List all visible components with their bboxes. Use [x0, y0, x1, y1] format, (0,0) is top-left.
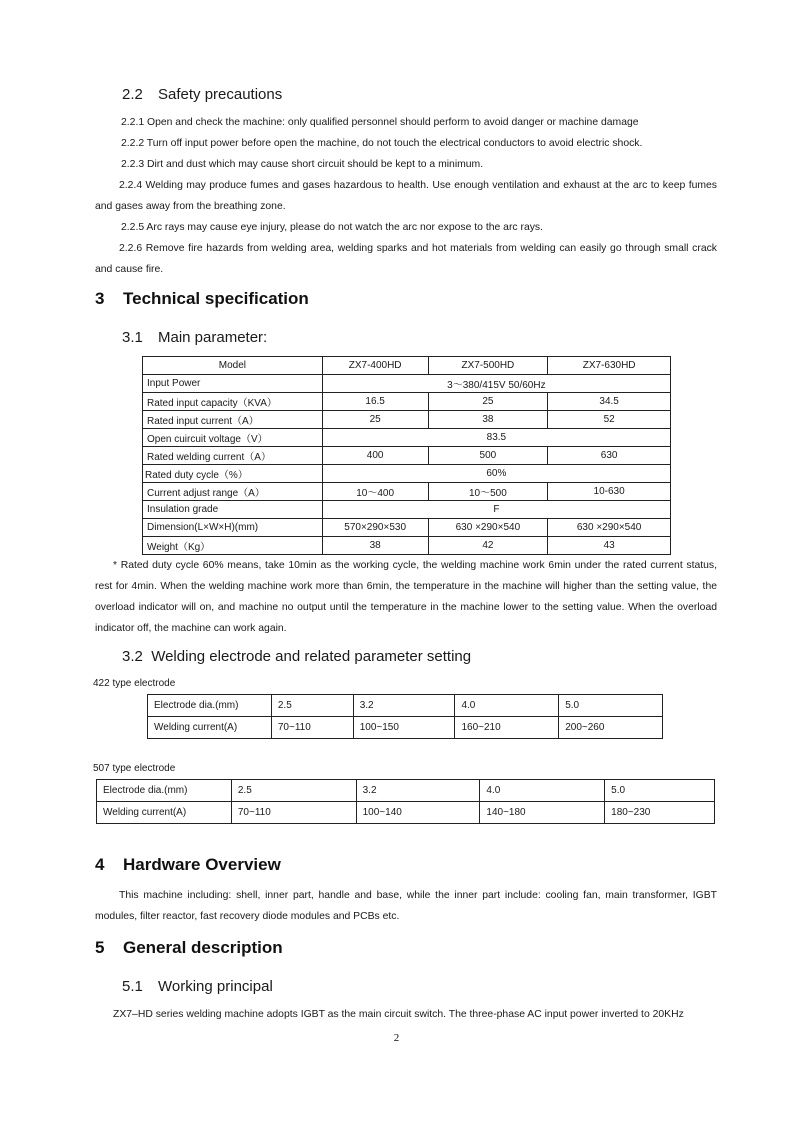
heading-number: 4: [95, 855, 105, 874]
cell: 16.5: [322, 393, 428, 411]
cell: 500: [428, 447, 548, 465]
header-cell: ZX7-400HD: [322, 357, 428, 375]
cell: 630 ×290×540: [428, 519, 548, 537]
cell: 38: [322, 537, 428, 555]
cell: 70~110: [231, 802, 356, 824]
table-caption-422: 422 type electrode: [93, 678, 176, 689]
cell: 4.0: [480, 780, 605, 802]
cell: 140~180: [480, 802, 605, 824]
heading-title: Main parameter:: [158, 329, 268, 346]
row-label: Open cuircuit voltage（V）: [143, 429, 323, 447]
electrode-507-table: [96, 779, 715, 824]
header-cell: Model: [143, 357, 323, 375]
row-label: Electrode dia.(mm): [148, 695, 272, 717]
cell: 400: [322, 447, 428, 465]
page-number: 2: [393, 1032, 400, 1044]
heading-number: 3.2: [122, 648, 143, 665]
table-row: [143, 375, 671, 393]
table-row: [148, 717, 663, 739]
table-row: [143, 393, 671, 411]
heading-title: Technical specification: [123, 289, 309, 308]
heading-title: Hardware Overview: [123, 855, 281, 874]
table-caption-507: 507 type electrode: [93, 763, 176, 774]
table-row: [143, 537, 671, 555]
safety-item-6: 2.2.6 Remove fire hazards from welding area, welding sparks and hot materials from welding can easily go through small crack and cause fire.: [95, 243, 717, 275]
merged-cell: 83.5: [322, 429, 670, 447]
safety-item-1: 2.2.1 Open and check the machine: only qualified personnel should perform to avoid danger or machine damage: [121, 117, 639, 128]
heading-number: 3: [95, 289, 105, 308]
main-parameter-table: [142, 356, 671, 555]
cell: 25: [428, 393, 548, 411]
heading-5-1: [122, 978, 273, 995]
table-row: [148, 695, 663, 717]
merged-cell: F: [322, 501, 670, 519]
cell: 52: [548, 411, 671, 429]
cell: 42: [428, 537, 548, 555]
heading-5: [95, 938, 283, 958]
cell: 70~110: [271, 717, 353, 739]
cell: 100~140: [356, 802, 480, 824]
heading-4: [95, 855, 281, 875]
cell: 2.5: [271, 695, 353, 717]
table-row: [143, 411, 671, 429]
heading-number: 5: [95, 938, 105, 957]
row-label: Rated input current（A）: [143, 411, 323, 429]
safety-item-3: 2.2.3 Dirt and dust which may cause short circuit should be kept to a minimum.: [121, 159, 484, 170]
row-label: Input Power: [143, 375, 323, 393]
hardware-overview-text: This machine including: shell, inner part, handle and base, while the inner part include: cooling fan, main transformer, IGBT modules, filter reactor, fast recovery diode modules and PCBs etc.: [95, 890, 717, 922]
cell: 43: [548, 537, 671, 555]
cell: 34.5: [548, 393, 671, 411]
table-row: [143, 519, 671, 537]
cell: 10～500: [428, 483, 548, 501]
cell: 3.2: [356, 780, 480, 802]
cell: 160~210: [455, 717, 559, 739]
row-label: Current adjust range（A）: [143, 483, 323, 501]
heading-number: 5.1: [122, 978, 143, 995]
row-label: Insulation grade: [143, 501, 323, 519]
cell: 570×290×530: [322, 519, 428, 537]
cell: 630 ×290×540: [548, 519, 671, 537]
row-label: Rated input capacity（KVA）: [143, 393, 323, 411]
cell: 100~150: [353, 717, 455, 739]
cell: 38: [428, 411, 548, 429]
cell: 10～400: [322, 483, 428, 501]
heading-number: 3.1: [122, 329, 143, 346]
header-cell: ZX7-500HD: [428, 357, 548, 375]
cell: 180~230: [605, 802, 715, 824]
cell: 630: [548, 447, 671, 465]
cell: 3.2: [353, 695, 455, 717]
row-label: Rated welding current（A）: [143, 447, 323, 465]
safety-item-2: 2.2.2 Turn off input power before open the machine, do not touch the electrical conductors to avoid electric shock.: [121, 138, 643, 149]
heading-3: [95, 289, 309, 309]
cell: 200~260: [559, 717, 663, 739]
table-row: [97, 802, 715, 824]
row-label: Electrode dia.(mm): [97, 780, 232, 802]
row-label: Dimension(L×W×H)(mm): [143, 519, 323, 537]
table-row: [143, 483, 671, 501]
cell: 2.5: [231, 780, 356, 802]
table-row: [143, 501, 671, 519]
heading-title: General description: [123, 938, 283, 957]
row-label: Weight（Kg）: [143, 537, 323, 555]
row-label: Rated duty cycle（%）: [143, 465, 323, 483]
merged-cell: 3～380/415V 50/60Hz: [322, 375, 670, 393]
table-row: [97, 780, 715, 802]
heading-title: Working principal: [158, 978, 273, 995]
row-label: Welding current(A): [97, 802, 232, 824]
heading-3-2: [122, 648, 471, 665]
table-row: [143, 429, 671, 447]
electrode-422-table: [147, 694, 663, 739]
heading-title: Welding electrode and related parameter setting: [151, 648, 472, 665]
row-label: Welding current(A): [148, 717, 272, 739]
header-cell: ZX7-630HD: [548, 357, 671, 375]
cell: 4.0: [455, 695, 559, 717]
safety-item-5: 2.2.5 Arc rays may cause eye injury, please do not watch the arc nor expose to the arc rays.: [121, 222, 543, 233]
duty-cycle-note: * Rated duty cycle 60% means, take 10min as the working cycle, the welding machine work 6min under the rated current status, rest for 4min. When the welding machine work more than 6min, the temperature in the machine will higher than the setting value, the overload indicator will on, and machine no output until the temperature in the machine lower to the setting value. When the overload indicator off, the machine can work again.: [95, 560, 717, 634]
cell: 5.0: [605, 780, 715, 802]
cell: 10-630: [548, 483, 671, 501]
working-principal-text: ZX7–HD series welding machine adopts IGBT as the main circuit switch. The three-phase AC input power inverted to 20KHz: [113, 1009, 684, 1020]
heading-title: Safety precautions: [158, 86, 283, 103]
table-header-row: [143, 357, 671, 375]
safety-item-4: 2.2.4 Welding may produce fumes and gases hazardous to health. Use enough ventilation and exhaust at the arc to keep fumes and gases away from the breathing zone.: [95, 180, 717, 212]
table-row: [143, 447, 671, 465]
cell: 25: [322, 411, 428, 429]
heading-number: 2.2: [122, 86, 143, 103]
cell: 5.0: [559, 695, 663, 717]
table-row: [143, 465, 671, 483]
heading-2-2: [122, 86, 282, 103]
merged-cell: 60%: [322, 465, 670, 483]
heading-3-1: [122, 329, 267, 346]
